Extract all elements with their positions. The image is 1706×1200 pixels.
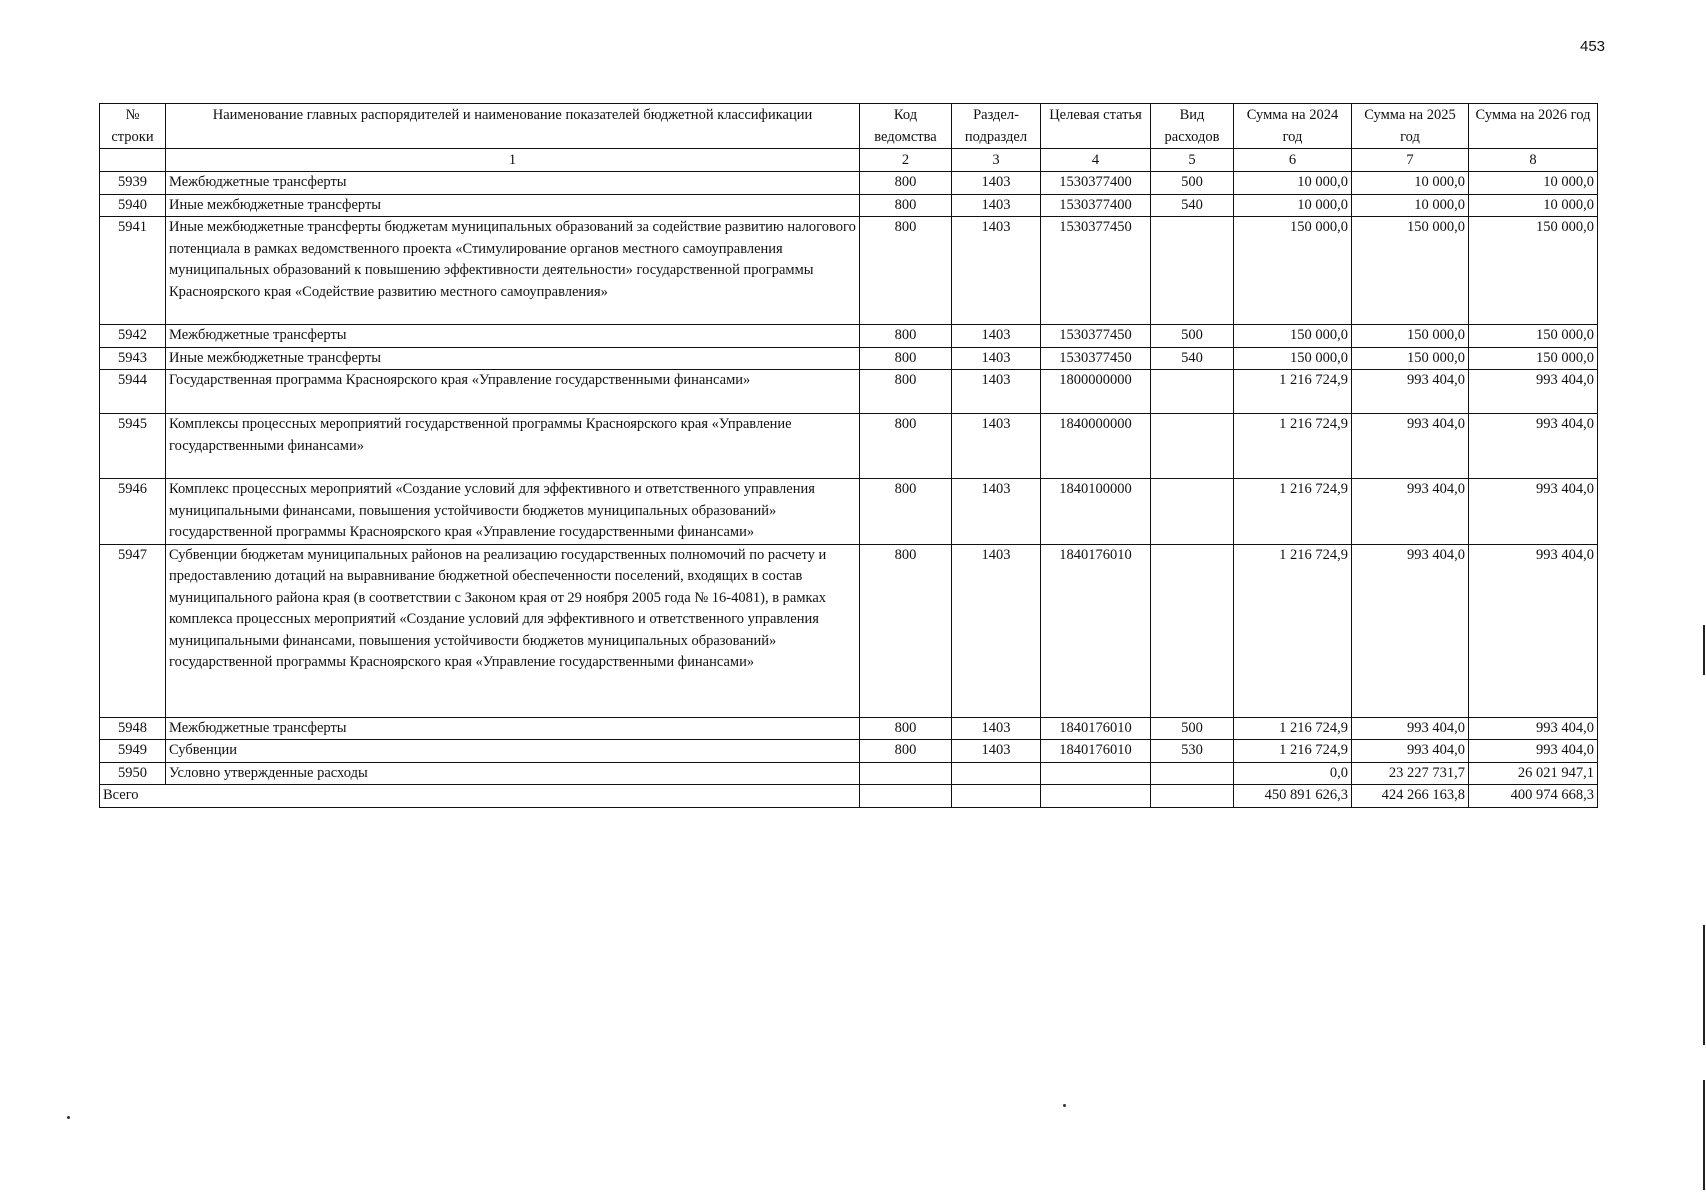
scan-edge-mark — [1703, 625, 1705, 675]
table-row — [100, 325, 1598, 348]
row-target-article: 1840176010 — [1041, 544, 1151, 717]
table-row — [100, 479, 1598, 545]
table-row — [100, 217, 1598, 325]
header-row — [100, 104, 1598, 149]
row-number: 5939 — [100, 172, 166, 195]
row-sum-2026: 993 404,0 — [1469, 370, 1598, 414]
total-empty-cell — [1041, 785, 1151, 808]
row-sum-2026: 150 000,0 — [1469, 217, 1598, 325]
row-sum-2024: 10 000,0 — [1234, 194, 1352, 217]
row-name: Межбюджетные трансферты — [166, 172, 860, 195]
row-sum-2024: 1 216 724,9 — [1234, 479, 1352, 545]
row-ved-code: 800 — [860, 347, 952, 370]
row-sum-2025: 150 000,0 — [1352, 217, 1469, 325]
scan-edge-mark — [1703, 1080, 1705, 1190]
row-ved-code — [860, 762, 952, 785]
row-name: Субвенции бюджетам муниципальных районов на реализацию государственных полномочий по расчету и предоставлению дотаций на выравнивание бюджетной обеспеченности поселений, входящих в состав муниципального района края (в соответствии с Законом края от 29 ноября 2005 года № 16-4081), в рамках комплекса процессных мероприятий «Создание условий для эффективного и ответственного управления муниципальными финансами, повышения устойчивости бюджетов муниципальных образований» государственной программы Красноярского края «Управление государственными финансами» — [166, 544, 860, 717]
row-name: Комплекс процессных мероприятий «Создание условий для эффективного и ответственного управления муниципальными финансами, повышения устойчивости бюджетов муниципальных образований» государственной программы Красноярского края «Управление государственными финансами» — [166, 479, 860, 545]
row-ved-code: 800 — [860, 194, 952, 217]
row-target-article: 1530377450 — [1041, 347, 1151, 370]
scan-speck — [67, 1116, 70, 1119]
scan-edge-mark — [1703, 925, 1705, 1045]
header-section: Раздел-подраздел — [952, 104, 1041, 149]
row-number: 5948 — [100, 717, 166, 740]
header-expense-type: Вид расходов — [1151, 104, 1234, 149]
table-row — [100, 717, 1598, 740]
row-section: 1403 — [952, 414, 1041, 479]
row-sum-2024: 0,0 — [1234, 762, 1352, 785]
row-ved-code: 800 — [860, 370, 952, 414]
row-target-article: 1840000000 — [1041, 414, 1151, 479]
row-expense-type — [1151, 544, 1234, 717]
header-sum-2024: Сумма на 2024 год — [1234, 104, 1352, 149]
row-name: Межбюджетные трансферты — [166, 325, 860, 348]
row-sum-2025: 993 404,0 — [1352, 370, 1469, 414]
column-number: 7 — [1352, 149, 1469, 172]
row-target-article — [1041, 762, 1151, 785]
header-ved-code: Код ведомства — [860, 104, 952, 149]
row-sum-2024: 1 216 724,9 — [1234, 544, 1352, 717]
row-sum-2026: 150 000,0 — [1469, 325, 1598, 348]
column-number: 1 — [166, 149, 860, 172]
row-section: 1403 — [952, 544, 1041, 717]
row-sum-2025: 150 000,0 — [1352, 347, 1469, 370]
column-number-row — [100, 149, 1598, 172]
row-section: 1403 — [952, 717, 1041, 740]
header-sum-2025: Сумма на 2025 год — [1352, 104, 1469, 149]
row-expense-type — [1151, 370, 1234, 414]
row-name: Условно утвержденные расходы — [166, 762, 860, 785]
row-section: 1403 — [952, 370, 1041, 414]
row-target-article: 1840176010 — [1041, 717, 1151, 740]
header-target-article: Целевая статья — [1041, 104, 1151, 149]
row-expense-type — [1151, 479, 1234, 545]
column-number: 8 — [1469, 149, 1598, 172]
row-ved-code: 800 — [860, 325, 952, 348]
row-sum-2024: 1 216 724,9 — [1234, 717, 1352, 740]
row-target-article: 1840176010 — [1041, 740, 1151, 763]
row-sum-2025: 150 000,0 — [1352, 325, 1469, 348]
scan-speck — [1063, 1104, 1066, 1107]
total-empty-cell — [1151, 785, 1234, 808]
row-name: Иные межбюджетные трансферты бюджетам муниципальных образований за содействие развитию налогового потенциала в рамках ведомственного проекта «Стимулирование органов местного самоуправления муниципальных образований к повышению эффективности деятельности» государственной программы Красноярского края «Содействие развитию местного самоуправления» — [166, 217, 860, 325]
row-section: 1403 — [952, 172, 1041, 195]
row-name: Комплексы процессных мероприятий государственной программы Красноярского края «Управление государственными финансами» — [166, 414, 860, 479]
row-expense-type: 530 — [1151, 740, 1234, 763]
row-number: 5944 — [100, 370, 166, 414]
row-expense-type: 500 — [1151, 172, 1234, 195]
column-number: 6 — [1234, 149, 1352, 172]
row-number: 5947 — [100, 544, 166, 717]
row-target-article: 1800000000 — [1041, 370, 1151, 414]
row-target-article: 1530377400 — [1041, 194, 1151, 217]
row-name: Иные межбюджетные трансферты — [166, 194, 860, 217]
table-row — [100, 544, 1598, 717]
row-sum-2026: 993 404,0 — [1469, 479, 1598, 545]
row-target-article: 1530377400 — [1041, 172, 1151, 195]
row-section: 1403 — [952, 217, 1041, 325]
row-sum-2026: 993 404,0 — [1469, 740, 1598, 763]
row-sum-2026: 993 404,0 — [1469, 544, 1598, 717]
row-sum-2025: 993 404,0 — [1352, 479, 1469, 545]
row-sum-2025: 993 404,0 — [1352, 740, 1469, 763]
row-number: 5950 — [100, 762, 166, 785]
column-number: 5 — [1151, 149, 1234, 172]
total-row — [100, 785, 1598, 808]
row-number: 5943 — [100, 347, 166, 370]
column-number — [100, 149, 166, 172]
table-row — [100, 172, 1598, 195]
row-number: 5949 — [100, 740, 166, 763]
table-row — [100, 740, 1598, 763]
column-number: 4 — [1041, 149, 1151, 172]
row-sum-2026: 150 000,0 — [1469, 347, 1598, 370]
total-sum-2024: 450 891 626,3 — [1234, 785, 1352, 808]
row-ved-code: 800 — [860, 217, 952, 325]
row-ved-code: 800 — [860, 172, 952, 195]
row-sum-2024: 150 000,0 — [1234, 217, 1352, 325]
row-sum-2026: 993 404,0 — [1469, 717, 1598, 740]
table-row — [100, 194, 1598, 217]
row-number: 5940 — [100, 194, 166, 217]
header-name: Наименование главных распорядителей и наименование показателей бюджетной классификации — [166, 104, 860, 149]
row-target-article: 1530377450 — [1041, 325, 1151, 348]
row-sum-2026: 10 000,0 — [1469, 172, 1598, 195]
row-section: 1403 — [952, 740, 1041, 763]
budget-table — [99, 103, 1598, 808]
header-sum-2026: Сумма на 2026 год — [1469, 104, 1598, 149]
row-expense-type — [1151, 217, 1234, 325]
row-number: 5942 — [100, 325, 166, 348]
row-name: Государственная программа Красноярского края «Управление государственными финансами» — [166, 370, 860, 414]
row-number: 5946 — [100, 479, 166, 545]
table-row — [100, 762, 1598, 785]
total-sum-2026: 400 974 668,3 — [1469, 785, 1598, 808]
row-target-article: 1840100000 — [1041, 479, 1151, 545]
row-sum-2024: 150 000,0 — [1234, 325, 1352, 348]
row-sum-2026: 993 404,0 — [1469, 414, 1598, 479]
row-sum-2026: 26 021 947,1 — [1469, 762, 1598, 785]
total-empty-cell — [860, 785, 952, 808]
row-expense-type: 500 — [1151, 717, 1234, 740]
row-sum-2025: 993 404,0 — [1352, 544, 1469, 717]
row-expense-type: 500 — [1151, 325, 1234, 348]
row-number: 5941 — [100, 217, 166, 325]
row-sum-2024: 1 216 724,9 — [1234, 740, 1352, 763]
row-ved-code: 800 — [860, 479, 952, 545]
row-ved-code: 800 — [860, 544, 952, 717]
row-expense-type — [1151, 414, 1234, 479]
column-number: 2 — [860, 149, 952, 172]
row-sum-2024: 1 216 724,9 — [1234, 370, 1352, 414]
row-section: 1403 — [952, 325, 1041, 348]
table-header — [100, 104, 1598, 172]
row-expense-type — [1151, 762, 1234, 785]
row-target-article: 1530377450 — [1041, 217, 1151, 325]
row-sum-2025: 993 404,0 — [1352, 414, 1469, 479]
row-expense-type: 540 — [1151, 194, 1234, 217]
row-section — [952, 762, 1041, 785]
table-body — [100, 172, 1598, 808]
row-section: 1403 — [952, 347, 1041, 370]
total-label: Всего — [100, 785, 860, 808]
table-row — [100, 347, 1598, 370]
row-ved-code: 800 — [860, 740, 952, 763]
row-sum-2025: 993 404,0 — [1352, 717, 1469, 740]
row-expense-type: 540 — [1151, 347, 1234, 370]
row-sum-2025: 23 227 731,7 — [1352, 762, 1469, 785]
row-name: Иные межбюджетные трансферты — [166, 347, 860, 370]
table-row — [100, 370, 1598, 414]
row-number: 5945 — [100, 414, 166, 479]
row-sum-2025: 10 000,0 — [1352, 194, 1469, 217]
total-empty-cell — [952, 785, 1041, 808]
row-sum-2024: 150 000,0 — [1234, 347, 1352, 370]
row-ved-code: 800 — [860, 717, 952, 740]
row-section: 1403 — [952, 479, 1041, 545]
row-sum-2025: 10 000,0 — [1352, 172, 1469, 195]
row-ved-code: 800 — [860, 414, 952, 479]
column-number: 3 — [952, 149, 1041, 172]
row-sum-2024: 1 216 724,9 — [1234, 414, 1352, 479]
table-row — [100, 414, 1598, 479]
row-sum-2026: 10 000,0 — [1469, 194, 1598, 217]
page-number: 453 — [1580, 38, 1606, 55]
row-name: Субвенции — [166, 740, 860, 763]
header-row-number: № строки — [100, 104, 166, 149]
row-sum-2024: 10 000,0 — [1234, 172, 1352, 195]
row-name: Межбюджетные трансферты — [166, 717, 860, 740]
total-sum-2025: 424 266 163,8 — [1352, 785, 1469, 808]
row-section: 1403 — [952, 194, 1041, 217]
